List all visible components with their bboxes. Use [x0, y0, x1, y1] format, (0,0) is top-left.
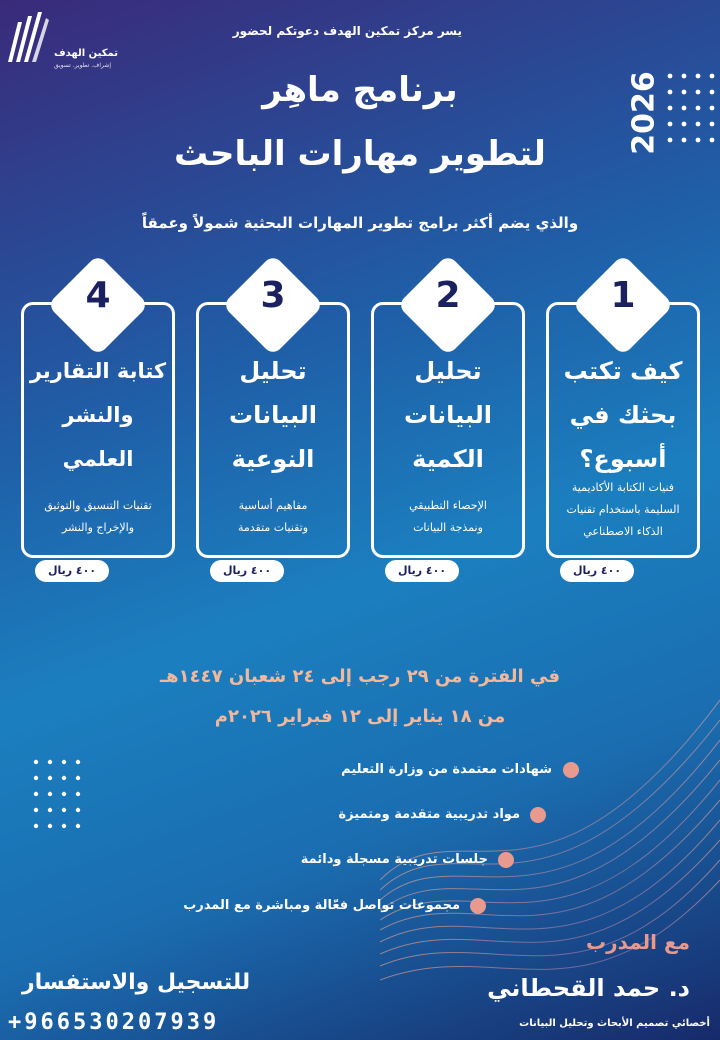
- svg-text:2026: 2026: [626, 71, 662, 155]
- invite-text: يسر مركز تمكين الهدف دعوتكم لحضور: [232, 24, 462, 38]
- course-desc-line: الذكاء الاصطناعي: [583, 525, 663, 538]
- course-desc-line: وتقنيات متقدمة: [237, 521, 309, 534]
- logo: [4, 8, 134, 72]
- trainer-label: مع المدرب: [586, 930, 690, 954]
- bullet-icon: [470, 898, 486, 914]
- course-card-2[interactable]: [371, 275, 525, 558]
- course-card-4[interactable]: [21, 275, 175, 558]
- program-description: والذي يضم أكثر برامج تطوير المهارات البحثية شمولاً وعمقاً: [141, 214, 579, 232]
- course-number: 4: [85, 275, 111, 316]
- feature-item: مواد تدريبية متقدمة ومتميزة: [338, 807, 520, 822]
- logo-mark-icon: [4, 8, 50, 68]
- logo-name: تمكين الهدف: [54, 48, 119, 59]
- course-heading-line: بحثك في: [569, 401, 677, 429]
- logo-tagline: إشراف. تطوير. تسويق: [54, 62, 111, 69]
- trainer-title: أخصائي تصميم الأبحاث وتحليل البيانات: [519, 1018, 710, 1029]
- program-subtitle-title: لتطوير مهارات الباحث: [174, 134, 546, 174]
- course-card-1[interactable]: [546, 275, 700, 558]
- bullet-icon: [563, 762, 579, 778]
- course-heading: [376, 349, 520, 481]
- course-description: [376, 495, 520, 539]
- course-card-3[interactable]: [196, 275, 350, 558]
- course-heading-line: الكمية: [412, 445, 484, 473]
- course-heading-line: البيانات: [229, 401, 317, 429]
- course-heading-line: كتابة التقارير: [29, 359, 167, 383]
- bullet-icon: [530, 807, 546, 823]
- course-number: 1: [610, 275, 636, 316]
- course-desc-line: مفاهيم أساسية: [238, 499, 308, 512]
- feature-item: مجموعات تواصل فعّالة ومباشرة مع المدرب: [183, 898, 460, 913]
- course-heading-line: أسبوع؟: [579, 445, 667, 473]
- course-price-4: ٤٠٠ ريال: [35, 560, 109, 582]
- course-price-3: ٤٠٠ ريال: [210, 560, 284, 582]
- period-gregorian: من ١٨ يناير إلى ١٢ فبراير ٢٠٢٦م: [214, 706, 506, 727]
- trainer-name: د. حمد القحطاني: [487, 974, 690, 1002]
- course-number: 2: [435, 275, 461, 316]
- course-description: [26, 495, 170, 539]
- course-desc-line: الإحصاء التطبيقي: [409, 499, 487, 512]
- bullet-icon: [498, 852, 514, 868]
- course-desc-line: السليمة باستخدام تقنيات: [566, 503, 680, 516]
- course-heading-line: النوعية: [231, 445, 315, 473]
- course-heading-line: والنشر: [62, 403, 134, 427]
- course-desc-line: تقنيات التنسيق والتوثيق: [44, 499, 152, 512]
- feature-item: جلسات تدريبية مسجلة ودائمة: [300, 852, 488, 867]
- course-desc-line: والإخراج والنشر: [61, 521, 135, 534]
- course-heading-line: البيانات: [404, 401, 492, 429]
- course-desc-line: ونمذجة البيانات: [413, 521, 483, 534]
- course-number: 3: [260, 275, 286, 316]
- course-heading: [26, 349, 170, 481]
- period-hijri: في الفترة من ٢٩ رجب إلى ٢٤ شعبان ١٤٤٧هـ: [160, 666, 560, 687]
- course-heading: [201, 349, 345, 481]
- feature-item: شهادات معتمدة من وزارة التعليم: [341, 762, 552, 777]
- course-heading-line: تحليل: [239, 357, 307, 385]
- course-desc-line: فنيات الكتابة الأكاديمية: [571, 481, 675, 494]
- course-heading-line: العلمي: [62, 447, 134, 471]
- dots-decoration-icon: [30, 756, 84, 844]
- program-title: برنامج ماهِر: [262, 70, 458, 110]
- course-heading: [551, 349, 695, 481]
- course-price-1: ٤٠٠ ريال: [560, 560, 634, 582]
- phone-number[interactable]: +966530207939: [8, 1010, 220, 1035]
- course-heading-line: كيف تكتب: [563, 357, 683, 385]
- course-heading-line: تحليل: [414, 357, 482, 385]
- course-description: [551, 477, 695, 543]
- course-description: [201, 495, 345, 539]
- course-price-2: ٤٠٠ ريال: [385, 560, 459, 582]
- registration-label: للتسجيل والاستفسار: [22, 970, 251, 995]
